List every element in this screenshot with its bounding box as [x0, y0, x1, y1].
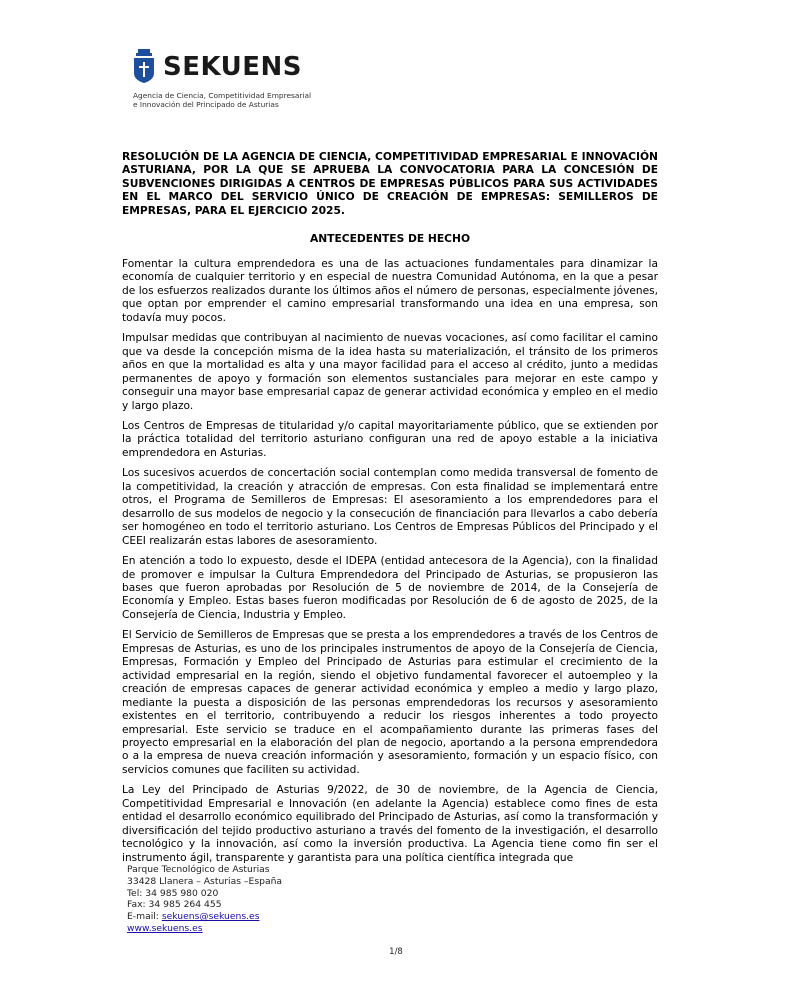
footer-web-row — [127, 923, 282, 935]
footer-fax: Fax: 34 985 264 455 — [127, 899, 222, 911]
footer-email-label: E-mail: — [127, 911, 162, 923]
paragraph-4: Los sucesivos acuerdos de concertación social contemplan como medida transversal de fomento de la competitividad, la creación y atracción de empresas. Con esta finalidad se implementará entre otros, el Programa de Semilleros de Empresas: El asesoramiento a los emprendedores para el desarrollo de sus modelos de negocio y la consecución de financiación para llevarlos a cabo debería ser homogéneo en todo el territorio asturiano. Los Centros de Empresas Públicos del Principado y el CEEI realizarán estas labores de asesoramiento. — [122, 467, 658, 547]
agency-line-1: Agencia de Ciencia, Competitividad Empresarial — [133, 91, 312, 100]
website-link[interactable]: www.sekuens.es — [127, 922, 203, 934]
asturias-coat-of-arms-icon — [133, 49, 155, 83]
paragraph-3: Los Centros de Empresas de titularidad y/o capital mayoritariamente público, que se extienden por la práctica totalidad del territorio asturiano configuran una red de apoyo estable a la iniciativa emprendedora en Asturias. — [122, 419, 658, 459]
footer-phone: Tel: 34 985 980 020 — [127, 887, 219, 899]
footer-email-row — [127, 911, 282, 923]
paragraph-7: La Ley del Principado de Asturias 9/2022, de 30 de noviembre, de la Agencia de Ciencia, Competitividad Empresarial e Innovación (en adelante la Agencia) establece como fines de esta entidad el desarrollo económico equilibrado del Principado de Asturias, así como la transformación y diversificación del tejido productivo asturiano a través del fomento de la investigación, el desarrollo tecnológico y la innovación, así como la inversión productiva. La Agencia tiene como fin ser el instrumento ágil, transparente y garantista para una política científica integrada que — [122, 784, 658, 864]
email-link[interactable]: sekuens@sekuens.es — [161, 911, 260, 923]
contact-footer — [127, 864, 282, 935]
section-heading: ANTECEDENTES DE HECHO — [309, 232, 471, 245]
brand-logo-text: SEKUENS — [163, 52, 303, 82]
paragraph-1: Fomentar la cultura emprendedora es una de las actuaciones fundamentales para dinamizar la economía de cualquier territorio y en especial de nuestra Comunidad Autónoma, en la que a pesar de los esfuerzos realizados durante los últimos años el número de personas, especialmente jóvenes, que optan por emprender el camino empresarial transformando una idea en una empresa, son todavía muy pocos. — [122, 258, 658, 324]
footer-address-2: 33428 Llanera – Asturias –España — [127, 875, 283, 887]
document-title: RESOLUCIÓN DE LA AGENCIA DE CIENCIA, COMPETITIVIDAD EMPRESARIAL E INNOVACIÓN ASTURIANA, POR LA QUE SE APRUEBA LA CONVOCATORIA PARA LA CONCESIÓN DE SUBVENCIONES DIRIGIDAS A CENTROS DE EMPRESAS PÚBLICOS PARA SUS ACTIVIDADES EN EL MARCO DEL SERVICIO ÚNICO DE CREACIÓN DE EMPRESAS: SEMILLEROS DE EMPRESAS, PARA EL EJERCICIO 2025. — [122, 150, 658, 217]
agency-name — [133, 91, 311, 109]
paragraph-2: Impulsar medidas que contribuyan al nacimiento de nuevas vocaciones, así como facilitar el camino que va desde la concepción misma de la idea hasta su materialización, el tránsito de los primeros años en que la mortalidad es alta y una mayor facilidad para el acceso al crédito, junto a medidas permanentes de apoyo y formación son elementos sustanciales para mejorar en este campo y conseguir una mayor base empresarial capaz de generar actividad económica y empleo en el medio y largo plazo. — [122, 332, 658, 412]
page-number: 1/8 — [389, 947, 403, 957]
paragraph-6: El Servicio de Semilleros de Empresas que se presta a los emprendedores a través de los Centros de Empresas de Asturias, es uno de los principales instrumentos de apoyo de la Consejería de Ciencia, Empresas, Formación y Empleo del Principado de Asturias para estimular el crecimiento de la actividad empresarial en la región, siendo el objetivo fundamental favorecer el autoempleo y la creación de empresas capaces de generar actividad económica y empleo a medio y largo plazo, mediante la puesta a disposición de las personas emprendedoras los recursos y asesoramiento existentes en el territorio, contribuyendo a reducir los riesgos inherentes a todo proyecto empresarial. Este servicio se traduce en el acompañamiento durante las primeras fases del proyecto empresarial en la elaboración del plan de negocio, aportando a la persona emprendedora o a la empresa de nueva creación información y asesoramiento, formación y un espacio físico, con servicios comunes que faciliten su actividad. — [122, 629, 658, 776]
document-body — [122, 258, 658, 872]
paragraph-5: En atención a todo lo expuesto, desde el IDEPA (entidad antecesora de la Agencia), con la finalidad de promover e impulsar la Cultura Emprendedora del Principado de Asturias, se propusieron las bases que fueron aprobadas por Resolución de 5 de noviembre de 2014, de la Consejería de Economía y Empleo. Estas bases fueron modificadas por Resolución de 6 de agosto de 2025, de la Consejería de Ciencia, Industria y Empleo. — [122, 555, 658, 621]
agency-line-2: e Innovación del Principado de Asturias — [133, 100, 279, 109]
letterhead — [133, 44, 433, 114]
footer-address-1: Parque Tecnológico de Asturias — [127, 864, 270, 875]
